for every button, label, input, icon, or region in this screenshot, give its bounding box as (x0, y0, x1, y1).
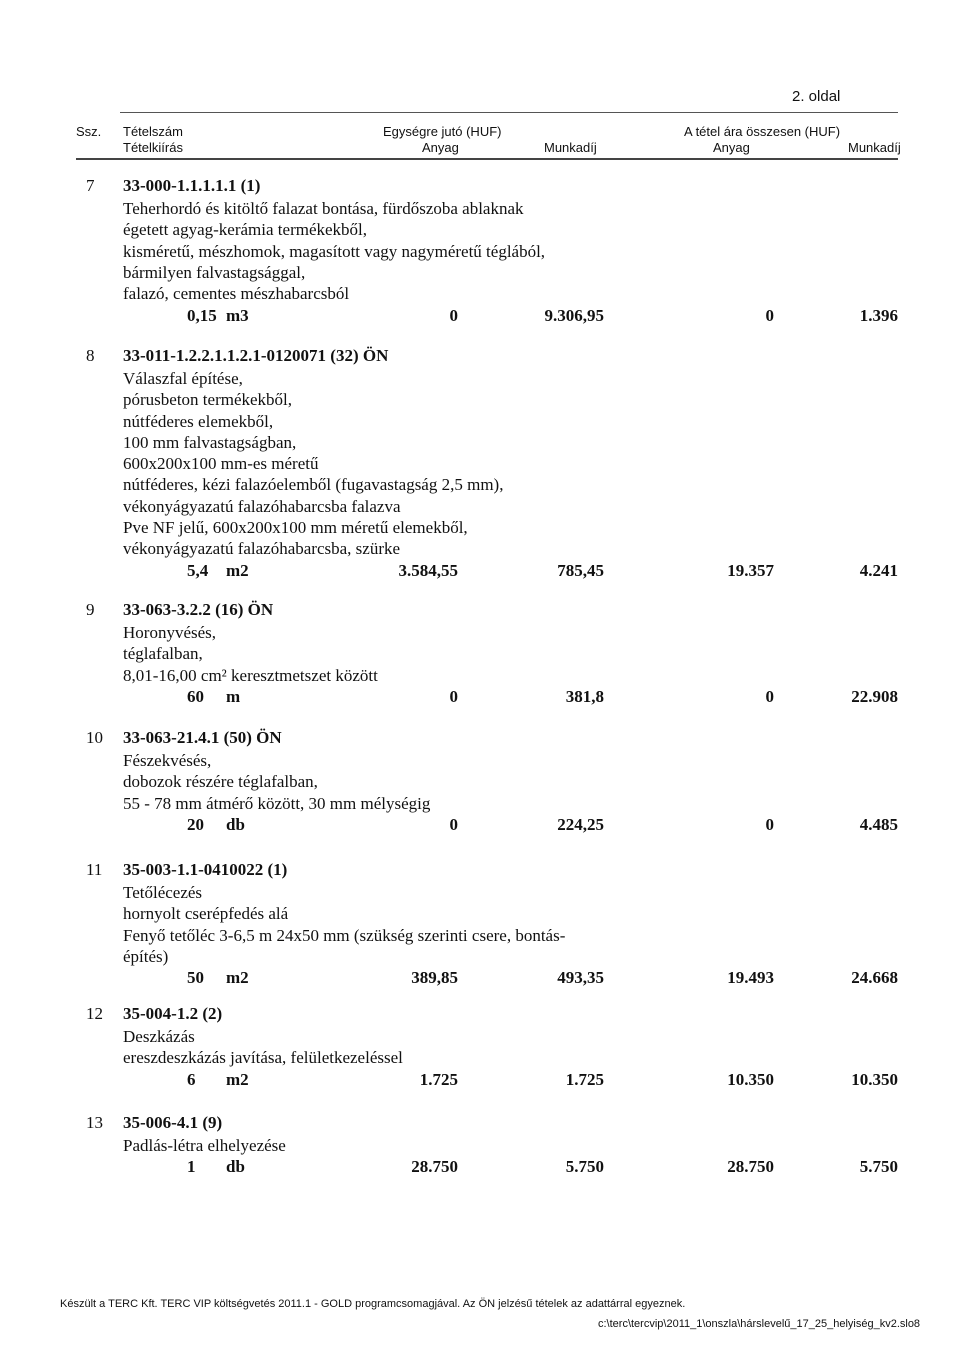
description-line: Válaszfal építése, (123, 369, 243, 388)
item-description (123, 622, 378, 686)
unit-anyag-value: 1.725 (419, 1069, 458, 1089)
quantity-unit: db (226, 1157, 245, 1177)
column-header-unit-munkadij: Munkadíj (544, 140, 597, 155)
description-line: Fenyő tetőléc 3-6,5 m 24x50 mm (szükség szerinti csere, bontás- (123, 925, 566, 945)
description-line: 8,01-16,00 cm² keresztmetszet között (123, 665, 378, 685)
description-line: ereszdeszkázás javítása, felületkezeléssel (123, 1048, 403, 1068)
unit-munkadij-value: 785,45 (557, 560, 604, 580)
item-description (123, 882, 565, 967)
column-header-unit-anyag: Anyag (422, 140, 459, 155)
total-munkadij-value: 24.668 (851, 968, 898, 988)
total-munkadij-value: 1.396 (859, 305, 898, 325)
item-number: 10 (86, 728, 103, 747)
item-description (123, 1026, 403, 1069)
unit-anyag-value: 0 (449, 305, 458, 325)
unit-munkadij-value: 493,35 (557, 968, 604, 988)
total-anyag-value: 28.750 (727, 1157, 774, 1177)
quantity-unit: m2 (226, 1069, 249, 1089)
quantity-value: 5,4 (187, 560, 209, 580)
description-line: Deszkázás (123, 1027, 195, 1046)
quantity-unit: m2 (226, 560, 249, 580)
description-line: építés) (123, 946, 169, 966)
unit-munkadij-value: 9.306,95 (544, 305, 604, 325)
description-line: 600x200x100 mm-es méretű (123, 454, 319, 474)
description-line: kisméretű, mészhomok, magasított vagy nagyméretű téglából, (123, 241, 546, 261)
total-anyag-value: 0 (765, 305, 774, 325)
quantity-unit: db (226, 814, 245, 834)
description-line: 100 mm falvastagságban, (123, 432, 297, 452)
item-description (123, 1135, 286, 1156)
description-line: nútféderes, kézi falazóelemből (fugavastagság 2,5 mm), (123, 475, 504, 495)
description-line: bármilyen falvastagsággal, (123, 262, 306, 282)
unit-munkadij-value: 1.725 (565, 1069, 604, 1089)
item-number: 7 (86, 176, 95, 195)
description-line: Teherhordó és kitöltő falazat bontása, fürdőszoba ablaknak (123, 199, 524, 218)
quantity-value: 60 (187, 686, 204, 706)
column-header-total-munkadij: Munkadíj (848, 140, 901, 155)
total-munkadij-value: 22.908 (851, 686, 898, 706)
total-anyag-value: 0 (765, 686, 774, 706)
description-line: Padlás-létra elhelyezése (123, 1136, 286, 1155)
quantity-unit: m3 (226, 305, 249, 325)
description-line: Fészekvésés, (123, 751, 212, 770)
description-line: égetett agyag-kerámia termékekből, (123, 220, 368, 240)
item-code: 33-011-1.2.2.1.1.2.1-0120071 (32) ÖN (123, 346, 389, 365)
column-header-ssz: Ssz. (76, 124, 102, 139)
description-line: falazó, cementes mészhabarcsból (123, 284, 350, 304)
description-line: nútféderes elemekből, (123, 411, 274, 431)
quantity-value: 6 (187, 1069, 196, 1089)
item-description (123, 198, 545, 304)
description-line: 55 - 78 mm átmérő között, 30 mm mélységig (123, 793, 431, 813)
item-code: 35-003-1.1-0410022 (1) (123, 860, 288, 879)
page-number: 2. oldal (792, 88, 841, 105)
column-header-tetelkiiras: Tételkiírás (123, 140, 183, 155)
item-number: 11 (86, 860, 103, 879)
total-anyag-value: 0 (765, 814, 774, 834)
footer-note: Készült a TERC Kft. TERC VIP költségvetés 2011.1 - GOLD programcsomagjával. Az ÖN jelzésű tételek az adattárral egyeznek. (60, 1298, 686, 1310)
description-line: dobozok részére téglafalban, (123, 772, 318, 792)
quantity-value: 50 (187, 968, 204, 988)
column-header-total-anyag: Anyag (713, 140, 750, 155)
item-description (123, 368, 503, 560)
description-line: vékonyágyazatú falazóhabarcsba falazva (123, 496, 401, 516)
description-line: Pve NF jelű, 600x200x100 mm méretű elemekből, (123, 518, 468, 538)
column-header-unit-price: Egységre jutó (HUF) (383, 124, 502, 139)
description-line: vékonyágyazatú falazóhabarcsba, szürke (123, 539, 401, 559)
item-code: 35-006-4.1 (9) (123, 1113, 223, 1132)
description-line: pórusbeton termékekből, (123, 390, 293, 410)
item-code: 35-004-1.2 (2) (123, 1004, 223, 1023)
column-header-tetelszam: Tételszám (123, 124, 183, 139)
quantity-value: 20 (187, 814, 204, 834)
total-munkadij-value: 5.750 (859, 1157, 898, 1177)
column-header-total-price: A tétel ára összesen (HUF) (684, 124, 841, 139)
description-line: téglafalban, (123, 644, 203, 664)
item-number: 12 (86, 1004, 103, 1023)
unit-anyag-value: 0 (449, 686, 458, 706)
total-munkadij-value: 10.350 (851, 1069, 898, 1089)
unit-anyag-value: 0 (449, 814, 458, 834)
item-description (123, 750, 430, 814)
unit-munkadij-value: 381,8 (565, 686, 604, 706)
item-code: 33-063-3.2.2 (16) ÖN (123, 600, 274, 619)
description-line: hornyolt cserépfedés alá (123, 904, 289, 924)
total-munkadij-value: 4.485 (859, 814, 898, 834)
quantity-value: 1 (187, 1157, 196, 1177)
quantity-unit: m2 (226, 968, 249, 988)
item-number: 9 (86, 600, 95, 619)
unit-anyag-value: 3.584,55 (398, 560, 458, 580)
unit-anyag-value: 389,85 (411, 968, 458, 988)
item-code: 33-063-21.4.1 (50) ÖN (123, 728, 282, 747)
footer-file-path: c:\terc\tercvip\2011_1\onszla\hárslevelű_17_25_helyiség_kv2.slo8 (598, 1318, 921, 1330)
description-line: Tetőlécezés (123, 883, 203, 902)
header-rule (120, 112, 898, 113)
total-anyag-value: 19.493 (727, 968, 774, 988)
item-number: 8 (86, 346, 95, 365)
total-munkadij-value: 4.241 (859, 560, 898, 580)
unit-anyag-value: 28.750 (411, 1157, 458, 1177)
item-number: 13 (86, 1113, 103, 1132)
unit-munkadij-value: 5.750 (565, 1157, 604, 1177)
total-anyag-value: 10.350 (727, 1069, 774, 1089)
quantity-unit: m (226, 686, 241, 706)
item-code: 33-000-1.1.1.1.1 (1) (123, 176, 261, 195)
unit-munkadij-value: 224,25 (557, 814, 604, 834)
quantity-value: 0,15 (187, 305, 217, 325)
header-bottom-rule (76, 158, 898, 160)
description-line: Horonyvésés, (123, 623, 217, 642)
total-anyag-value: 19.357 (727, 560, 774, 580)
